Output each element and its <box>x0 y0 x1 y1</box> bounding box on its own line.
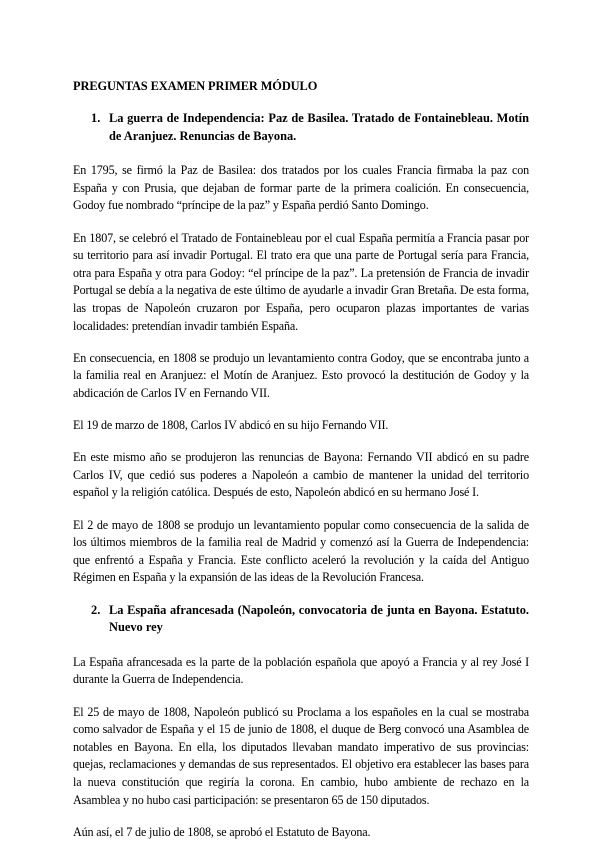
paragraph: El 25 de mayo de 1808, Napoleón publicó su Proclama a los españoles en la cual se mostraba como salvador de España y el 15 de junio de 1808, el duque de Berg convocó una Asamblea de notables en Bayona. En ella, los diputados llevaban mandato imperativo de sus provincias: quejas, reclamaciones y demandas de sus representados. El objetivo era establecer las bases para la nueva constitución que regiría la corona. En cambio, hubo ambiente de rechazo en la Asamblea y no hubo casi participación: se presentaron 65 de 150 diputados. <box>73 704 529 807</box>
paragraph: El 19 de marzo de 1808, Carlos IV abdicó en su hijo Fernando VII. <box>73 418 389 433</box>
paragraph: Aún así, el 7 de julio de 1808, se aprobó el Estatuto de Bayona. <box>73 824 371 839</box>
paragraph: En consecuencia, en 1808 se produjo un levantamiento contra Godoy, que se encontraba junto a la familia real en Aranjuez: el Motín de Aranjuez. Esto provocó la destitución de Godoy y la abdicación de Carlos IV en Fernando VII. <box>73 350 529 400</box>
section-2 <box>73 602 529 842</box>
paragraph: En 1795, se firmó la Paz de Basilea: dos tratados por los cuales Francia firmaba la paz con España y con Prusia, que dejaban de formar parte de la primera coalición. En consecuencia, Godoy fue nombrado “príncipe de la paz” y España perdió Santo Domingo. <box>73 163 529 213</box>
paragraph: La España afrancesada es la parte de la población española que apoyó a Francia y al rey José I durante la Guerra de Independencia. <box>73 654 529 687</box>
section-heading <box>73 602 529 637</box>
section-heading-text: La guerra de Independencia: Paz de Basilea. Tratado de Fontainebleau. Motín de Aranjuez. Renuncias de Bayona. <box>109 111 529 143</box>
paragraph: En este mismo año se produjeron las renuncias de Bayona: Fernando VII abdicó en su padre Carlos IV, que cedió sus poderes a Napoleón a cambio de mantener la unidad del territorio español y la religión católica. Después de esto, Napoleón abdicó en su hermano José I. <box>73 450 529 500</box>
section-heading <box>73 110 529 145</box>
section-number: 1. <box>91 111 101 125</box>
section-number: 2. <box>91 602 101 617</box>
section-1 <box>73 110 529 587</box>
paragraph: En 1807, se celebró el Tratado de Fontainebleau por el cual España permitía a Francia pasar por su territorio para así invadir Portugal. El trato era que una parte de Portugal sería para Francia, otra para España y otra para Godoy: “el príncipe de la paz”. La pretensión de Francia de invadir Portugal se debía a la negativa de este último de ayudarle a invadir Gran Bretaña. De esta forma, las tropas de Napoleón cruzaron por España, pero ocuparon plazas importantes de varias localidades: pretendían invadir también España. <box>73 230 529 333</box>
section-heading-text: La España afrancesada (Napoleón, convocatoria de junta en Bayona. Estatuto. Nuevo rey <box>109 602 529 635</box>
document-title: PREGUNTAS EXAMEN PRIMER MÓDULO <box>73 79 318 93</box>
paragraph: El 2 de mayo de 1808 se produjo un levantamiento popular como consecuencia de la salida de los últimos miembros de la familia real de Madrid y comenzó así la Guerra de Independencia: que enfrentó a España y Francia. Este conflicto aceleró la revolución y la caída del Antiguo Régimen en España y la expansión de las ideas de la Revolución Francesa. <box>73 517 529 585</box>
